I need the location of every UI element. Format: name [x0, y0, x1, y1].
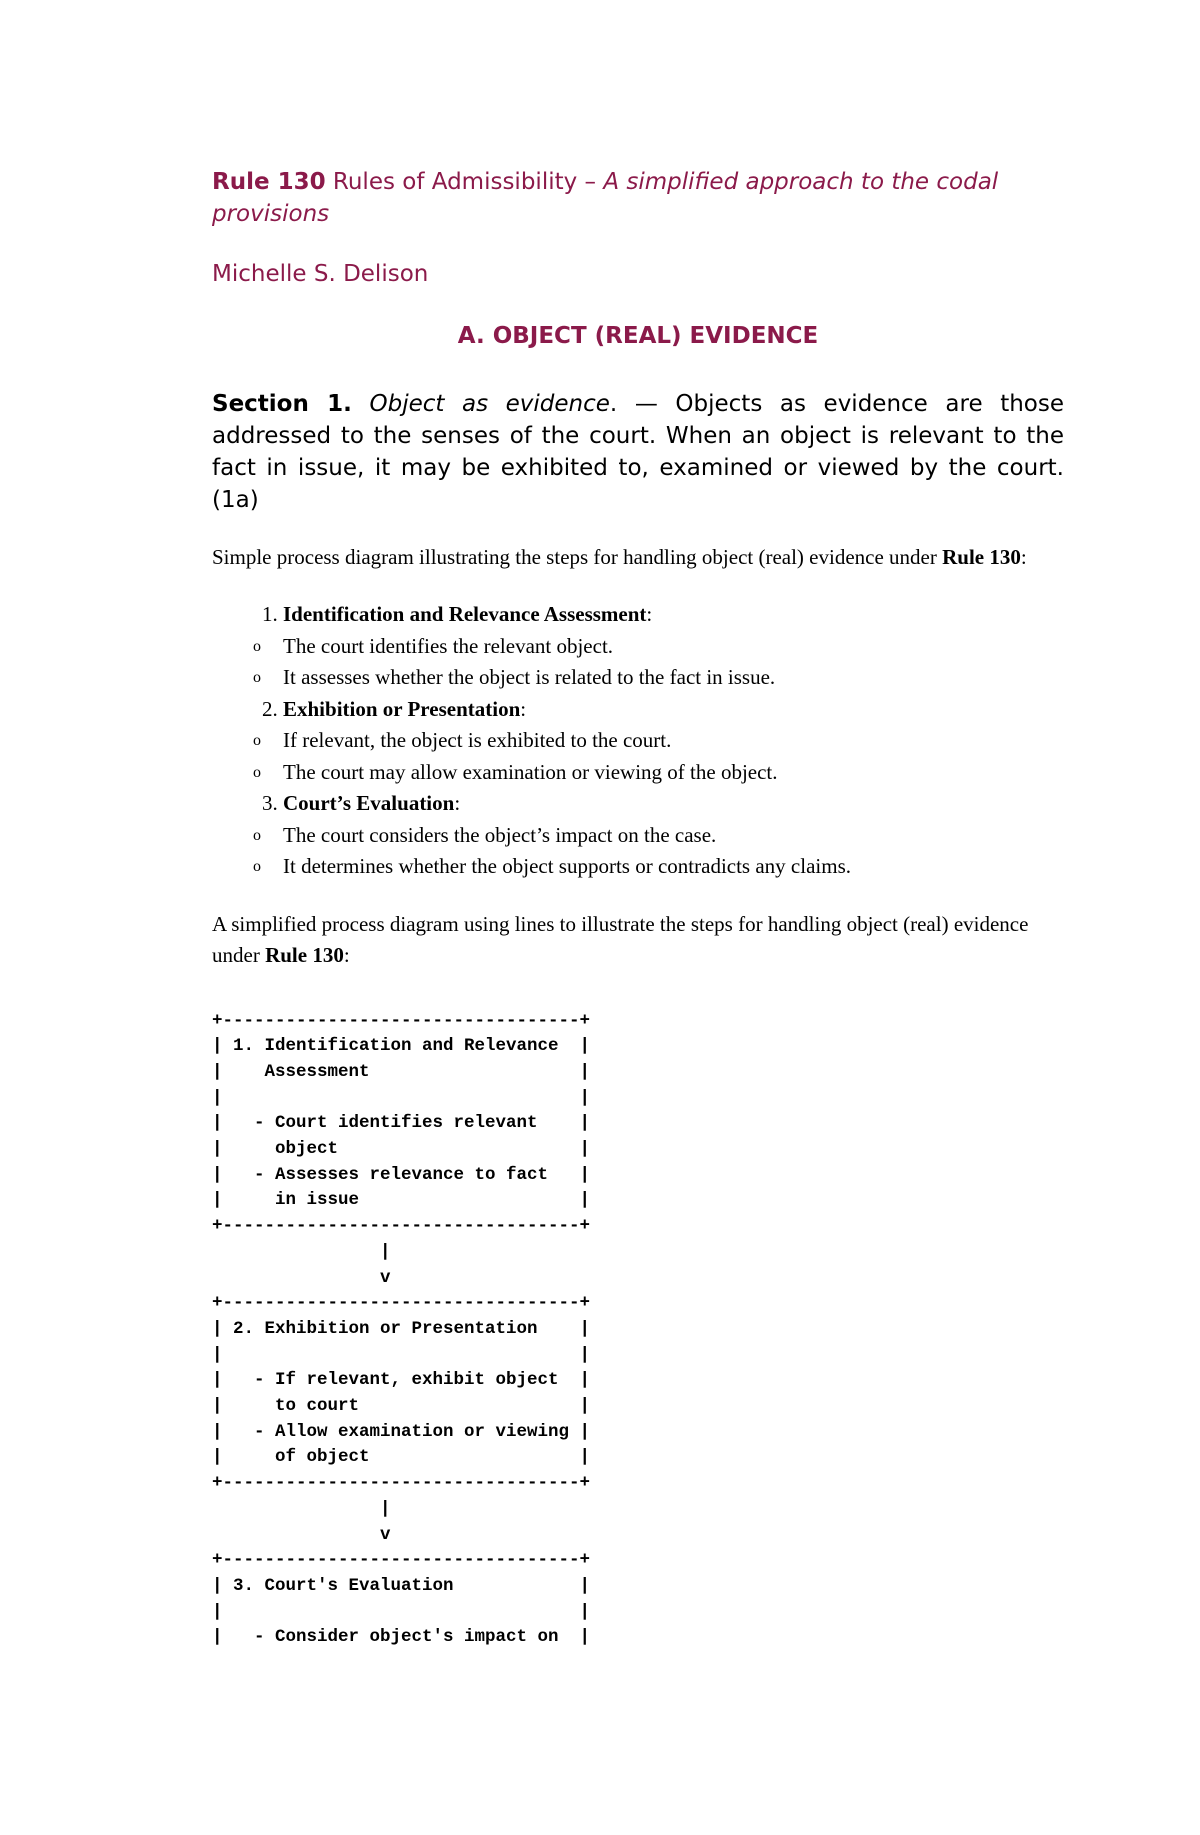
ascii-line: | 3. Court's Evaluation | [212, 1575, 591, 1596]
ascii-line: v [212, 1524, 391, 1545]
intro2-text: A simplified process diagram using lines to illustrate the steps for handling object (real) evidence under [212, 911, 1029, 967]
bullet-icon: o [253, 637, 261, 655]
sub-item [253, 631, 1064, 663]
ascii-line: | Assessment | [212, 1061, 591, 1082]
ascii-line: +----------------------------------+ [212, 1550, 591, 1571]
bullet-icon: o [253, 732, 261, 749]
ascii-line: | in issue | [212, 1190, 591, 1211]
step-sublist [253, 725, 1064, 788]
document-page [212, 166, 1064, 1651]
ascii-line: | 2. Exhibition or Presentation | [212, 1318, 591, 1339]
section-text: . — Objects as evidence are those addressed to the senses of the court. When an object is relevant to the fact in issue, it may be exhibited to, examined or viewed by the court. (1a) [212, 391, 1064, 513]
step-title: Identification and Relevance Assessment [283, 602, 647, 626]
sub-item [253, 662, 1064, 694]
ascii-line: | of object | [212, 1447, 591, 1468]
ascii-line: +----------------------------------+ [212, 1216, 591, 1237]
ascii-line: | - If relevant, exhibit object | [212, 1370, 591, 1391]
sub-item-text: It assesses whether the object is related to the fact in issue. [283, 665, 776, 689]
ascii-line: | | [212, 1601, 591, 1622]
sub-item-text: If relevant, the object is exhibited to the court. [283, 728, 672, 752]
sub-item [253, 725, 1064, 757]
ascii-line: | [212, 1498, 391, 1519]
ascii-line: | object | [212, 1139, 591, 1160]
title-subtitle: A simplified approach to the codal provisions [212, 169, 999, 227]
bullet-icon: o [253, 858, 261, 875]
document-title [212, 166, 1064, 230]
ascii-line: | - Court identifies relevant | [212, 1113, 591, 1134]
bullet-icon: o [253, 763, 261, 781]
bullet-icon: o [253, 669, 261, 686]
sub-item [253, 851, 1064, 883]
intro2-end: : [343, 942, 350, 967]
title-rule: Rule 130 [212, 169, 326, 195]
sub-item [253, 820, 1064, 852]
intro1-bold: Rule 130 [942, 545, 1021, 569]
ascii-line: +----------------------------------+ [212, 1293, 591, 1314]
step-sublist [253, 631, 1064, 694]
step-item: 3. Court’s Evaluation: o The court considers the object’s impact on the case. o It determines whether the object supports or contradicts any claims. [283, 788, 1064, 883]
intro1-end: : [1020, 545, 1027, 569]
step-title: Exhibition or Presentation [283, 696, 521, 721]
step-sublist [253, 820, 1064, 883]
step-title: Court’s Evaluation [283, 791, 455, 815]
ascii-line: | | [212, 1344, 591, 1365]
author-name: Michelle S. Delison [212, 261, 429, 287]
title-rules-text: Rules of Admissibility – [325, 169, 604, 195]
ascii-line: | - Allow examination or viewing | [212, 1421, 591, 1442]
ascii-line: +----------------------------------+ [212, 1010, 591, 1031]
ascii-line: | | [212, 1087, 591, 1108]
process-steps-list [212, 599, 1064, 883]
bullet-icon: o [253, 826, 261, 844]
section-1-paragraph [212, 388, 1064, 516]
section-heading: A. OBJECT (REAL) EVIDENCE [457, 323, 819, 349]
intro1-text: Simple process diagram illustrating the steps for handling object (real) evidence under [212, 545, 943, 569]
intro2-bold: Rule 130 [265, 942, 344, 967]
ascii-line: | 1. Identification and Relevance | [212, 1036, 591, 1057]
step-item: 2. Exhibition or Presentation: o If relevant, the object is exhibited to the court. o The court may allow examination or viewing of the object. [283, 694, 1064, 789]
sub-item-text: The court considers the object’s impact on the case. [283, 822, 717, 847]
ascii-line: v [212, 1267, 391, 1288]
sub-item [253, 757, 1064, 789]
ascii-line: | - Consider object's impact on | [212, 1627, 591, 1648]
section-label: Section 1. [212, 391, 352, 417]
sub-item-text: The court may allow examination or viewing of the object. [283, 759, 778, 784]
ascii-line: +----------------------------------+ [212, 1473, 591, 1494]
section-name: Object as evidence [369, 391, 610, 417]
sub-item-text: It determines whether the object supports or contradicts any claims. [283, 854, 851, 878]
intro-paragraph-1 [212, 542, 1064, 573]
sub-item-text: The court identifies the relevant object. [283, 633, 614, 658]
intro-paragraph-2 [212, 909, 1064, 971]
ascii-process-diagram [212, 1009, 1064, 1652]
ascii-line: | to court | [212, 1396, 591, 1417]
ascii-line: | - Assesses relevance to fact | [212, 1164, 591, 1185]
step-item: 1. Identification and Relevance Assessment: o The court identifies the relevant object. o It assesses whether the object is related to the fact in issue. [283, 599, 1064, 694]
ascii-line: | [212, 1241, 391, 1262]
